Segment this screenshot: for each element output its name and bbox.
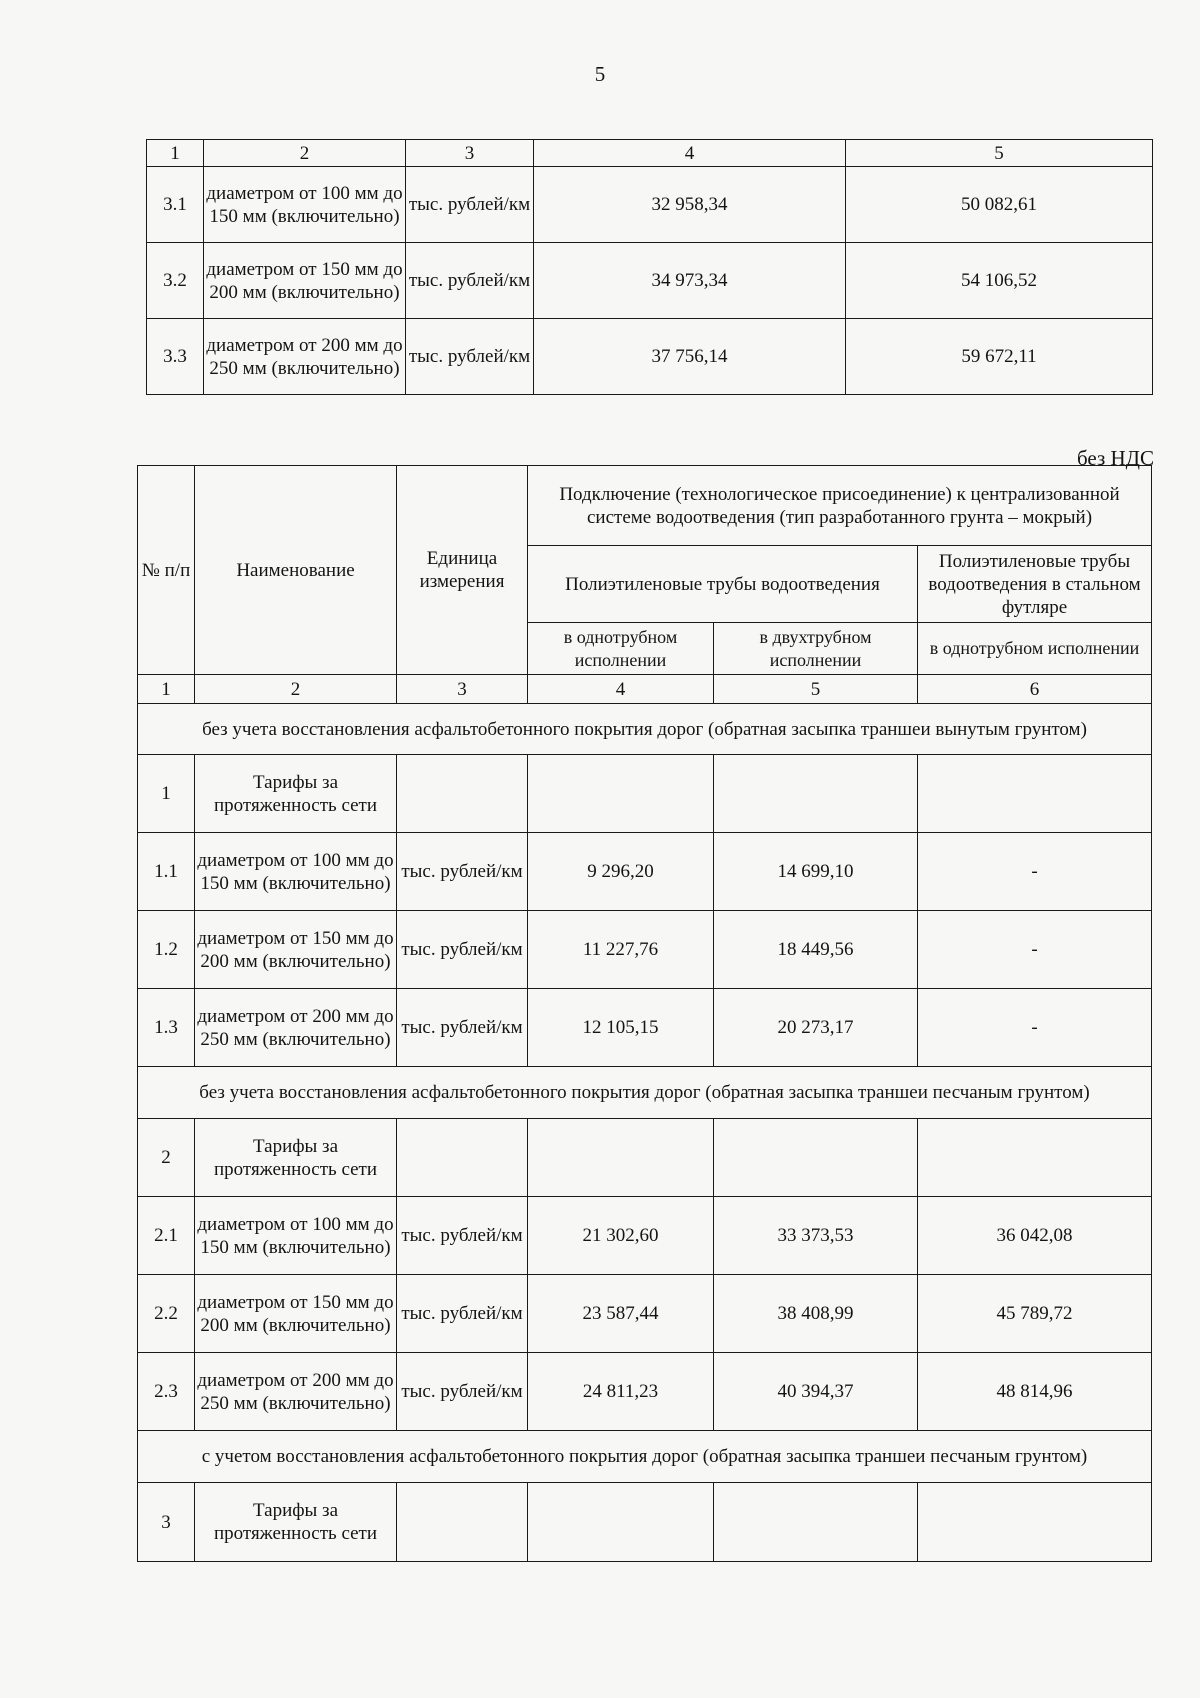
header-number: № п/п xyxy=(138,466,195,675)
row-value-5: 50 082,61 xyxy=(846,167,1153,243)
section-title-row xyxy=(138,1431,1152,1483)
column-number-row xyxy=(147,140,1153,167)
table-row xyxy=(138,833,1152,911)
col-number-cell: 3 xyxy=(397,675,528,704)
row-value-6: - xyxy=(918,911,1152,989)
col-number-cell: 4 xyxy=(528,675,714,704)
empty-cell xyxy=(528,1119,714,1197)
row-unit: тыс. рублей/км xyxy=(406,319,534,395)
col-number-cell: 6 xyxy=(918,675,1152,704)
table-row xyxy=(138,911,1152,989)
empty-cell xyxy=(918,1483,1152,1562)
group-row xyxy=(138,1483,1152,1562)
col-number-cell: 1 xyxy=(147,140,204,167)
table-row xyxy=(138,1275,1152,1353)
row-value-5: 54 106,52 xyxy=(846,243,1153,319)
empty-cell xyxy=(714,1119,918,1197)
row-unit: тыс. рублей/км xyxy=(406,243,534,319)
row-name: диаметром от 100 мм до 150 мм (включительно) xyxy=(195,1197,397,1275)
row-value-4: 21 302,60 xyxy=(528,1197,714,1275)
group-number: 1 xyxy=(138,755,195,833)
table-row xyxy=(138,1197,1152,1275)
empty-cell xyxy=(397,755,528,833)
row-number: 3.3 xyxy=(147,319,204,395)
table-row xyxy=(147,243,1153,319)
row-value-5: 14 699,10 xyxy=(714,833,918,911)
col-number-cell: 5 xyxy=(714,675,918,704)
row-unit: тыс. рублей/км xyxy=(397,833,528,911)
row-unit: тыс. рублей/км xyxy=(397,1197,528,1275)
empty-cell xyxy=(397,1119,528,1197)
table-row xyxy=(138,1353,1152,1431)
vat-note: без НДС xyxy=(1076,446,1154,470)
empty-cell xyxy=(918,1119,1152,1197)
row-name: диаметром от 100 мм до 150 мм (включительно) xyxy=(195,833,397,911)
header-unit: Единица измерения xyxy=(397,466,528,675)
row-name: диаметром от 100 мм до 150 мм (включительно) xyxy=(204,167,406,243)
row-number: 1.2 xyxy=(138,911,195,989)
row-value-4: 12 105,15 xyxy=(528,989,714,1067)
group-name: Тарифы за протяженность сети xyxy=(195,755,397,833)
empty-cell xyxy=(528,755,714,833)
tariff-table-wet-soil xyxy=(137,465,1152,1562)
row-value-5: 40 394,37 xyxy=(714,1353,918,1431)
column-number-row xyxy=(138,675,1152,704)
row-unit: тыс. рублей/км xyxy=(406,167,534,243)
row-number: 2.3 xyxy=(138,1353,195,1431)
empty-cell xyxy=(714,755,918,833)
section-title-row xyxy=(138,1067,1152,1119)
group-name: Тарифы за протяженность сети xyxy=(195,1483,397,1562)
header-single: в однотрубном исполнении xyxy=(528,623,714,675)
table-row xyxy=(147,167,1153,243)
tariff-table-continuation xyxy=(146,139,1153,395)
section-title: с учетом восстановления асфальтобетонного покрытия дорог (обратная засыпка траншеи песчаным грунтом) xyxy=(138,1431,1152,1483)
header-row xyxy=(138,466,1152,546)
header-pe-pipes: Полиэтиленовые трубы водоотведения xyxy=(528,546,918,623)
header-name: Наименование xyxy=(195,466,397,675)
row-value-4: 32 958,34 xyxy=(534,167,846,243)
col-number-cell: 1 xyxy=(138,675,195,704)
row-unit: тыс. рублей/км xyxy=(397,1275,528,1353)
table-row xyxy=(138,989,1152,1067)
header-double: в двухтрубном исполнении xyxy=(714,623,918,675)
row-value-6: 45 789,72 xyxy=(918,1275,1152,1353)
row-value-5: 20 273,17 xyxy=(714,989,918,1067)
table-row xyxy=(147,319,1153,395)
row-value-4: 11 227,76 xyxy=(528,911,714,989)
group-row xyxy=(138,755,1152,833)
row-value-4: 37 756,14 xyxy=(534,319,846,395)
row-number: 1.1 xyxy=(138,833,195,911)
header-single-steel: в однотрубном исполнении xyxy=(918,623,1152,675)
empty-cell xyxy=(714,1483,918,1562)
section-title: без учета восстановления асфальтобетонного покрытия дорог (обратная засыпка траншеи песчаным грунтом) xyxy=(138,1067,1152,1119)
col-number-cell: 3 xyxy=(406,140,534,167)
row-value-5: 18 449,56 xyxy=(714,911,918,989)
group-row xyxy=(138,1119,1152,1197)
row-value-5: 33 373,53 xyxy=(714,1197,918,1275)
row-number: 1.3 xyxy=(138,989,195,1067)
row-name: диаметром от 150 мм до 200 мм (включительно) xyxy=(195,1275,397,1353)
row-unit: тыс. рублей/км xyxy=(397,911,528,989)
row-unit: тыс. рублей/км xyxy=(397,1353,528,1431)
col-number-cell: 4 xyxy=(534,140,846,167)
row-value-6: 48 814,96 xyxy=(918,1353,1152,1431)
header-pe-pipes-steel: Полиэтиленовые трубы водоотведения в стальном футляре xyxy=(918,546,1152,623)
empty-cell xyxy=(397,1483,528,1562)
row-value-4: 24 811,23 xyxy=(528,1353,714,1431)
row-unit: тыс. рублей/км xyxy=(397,989,528,1067)
row-name: диаметром от 200 мм до 250 мм (включительно) xyxy=(195,989,397,1067)
section-title-row xyxy=(138,704,1152,755)
group-number: 2 xyxy=(138,1119,195,1197)
row-value-5: 59 672,11 xyxy=(846,319,1153,395)
empty-cell xyxy=(528,1483,714,1562)
row-value-6: - xyxy=(918,989,1152,1067)
row-value-4: 23 587,44 xyxy=(528,1275,714,1353)
section-title: без учета восстановления асфальтобетонного покрытия дорог (обратная засыпка траншеи вынутым грунтом) xyxy=(138,704,1152,755)
col-number-cell: 2 xyxy=(204,140,406,167)
row-number: 3.2 xyxy=(147,243,204,319)
row-number: 3.1 xyxy=(147,167,204,243)
row-value-4: 34 973,34 xyxy=(534,243,846,319)
row-name: диаметром от 150 мм до 200 мм (включительно) xyxy=(204,243,406,319)
empty-cell xyxy=(918,755,1152,833)
header-connection: Подключение (технологическое присоединение) к централизованной системе водоотведения (тип разработанного грунта – мокрый) xyxy=(528,466,1152,546)
col-number-cell: 2 xyxy=(195,675,397,704)
row-value-6: 36 042,08 xyxy=(918,1197,1152,1275)
row-name: диаметром от 150 мм до 200 мм (включительно) xyxy=(195,911,397,989)
row-value-4: 9 296,20 xyxy=(528,833,714,911)
row-value-6: - xyxy=(918,833,1152,911)
group-name: Тарифы за протяженность сети xyxy=(195,1119,397,1197)
row-value-5: 38 408,99 xyxy=(714,1275,918,1353)
page-number: 5 xyxy=(594,62,606,86)
col-number-cell: 5 xyxy=(846,140,1153,167)
row-number: 2.2 xyxy=(138,1275,195,1353)
row-name: диаметром от 200 мм до 250 мм (включительно) xyxy=(195,1353,397,1431)
row-name: диаметром от 200 мм до 250 мм (включительно) xyxy=(204,319,406,395)
row-number: 2.1 xyxy=(138,1197,195,1275)
group-number: 3 xyxy=(138,1483,195,1562)
